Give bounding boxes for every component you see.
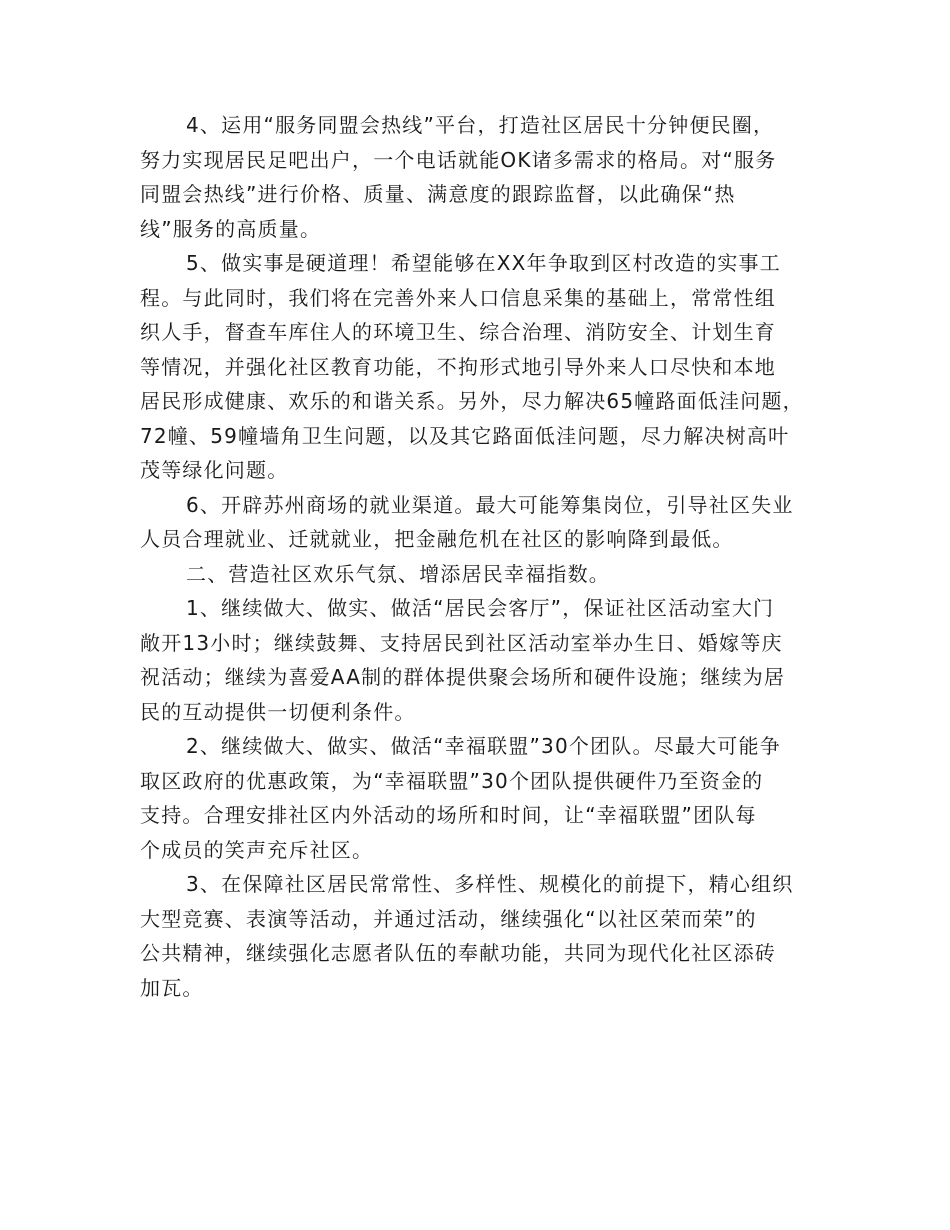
text-line: 4、运用“服务同盟会热线”平台，打造社区居民十分钟便民圈， [186, 113, 775, 137]
text-line: 支持。合理安排社区内外活动的场所和时间，让“幸福联盟”团队每 [140, 803, 757, 827]
text-line: 努力实现居民足吧出户，一个电话就能OK诸多需求的格局。对“服务 [140, 147, 777, 172]
text-line: 祝活动；继续为喜爱AA制的群体提供聚会场所和硬件设施；继续为居 [140, 665, 786, 689]
text-line: 2、继续做大、做实、做活“幸福联盟”30个团队。尽最大可能争 [186, 734, 781, 758]
text-line: 织人手，督查车库住人的环境卫生、综合治理、消防安全、计划生育 [140, 320, 776, 344]
text-line: 居民形成健康、欢乐的和谐关系。另外，尽力解决65幢路面低洼问题， [140, 389, 804, 413]
text-line: 6、开辟苏州商场的就业渠道。最大可能筹集岗位，引导社区失业 [186, 492, 794, 517]
text-line: 取区政府的优惠政策，为“幸福联盟”30个团队提供硬件乃至资金的 [140, 768, 764, 793]
paragraph [140, 246, 830, 488]
text-line: 程。与此同时，我们将在完善外来人口信息采集的基础上，常常性组 [140, 285, 776, 310]
text-line: 二、营造社区欢乐气氛、增添居民幸福指数。 [186, 561, 610, 586]
paragraph [140, 591, 830, 729]
text-line: 个成员的笑声充斥社区。 [140, 837, 374, 862]
document-body [140, 108, 830, 1005]
paragraph [140, 488, 830, 557]
text-line: 同盟会热线”进行价格、质量、满意度的跟踪监督，以此确保“热 [140, 182, 736, 206]
text-line: 等情况，并强化社区教育功能，不拘形式地引导外来人口尽快和本地 [140, 354, 776, 379]
paragraph [140, 557, 830, 592]
text-line: 1、继续做大、做实、做活“居民会客厅”，保证社区活动室大门 [186, 596, 775, 620]
text-line: 茂等绿化问题。 [140, 458, 289, 482]
text-line: 公共精神，继续强化志愿者队伍的奉献功能，共同为现代化社区添砖 [140, 941, 776, 965]
text-line: 民的互动提供一切便利条件。 [140, 699, 416, 724]
text-line: 5、做实事是硬道理！希望能够在XX年争取到区村改造的实事工 [186, 251, 781, 275]
text-line: 加瓦。 [140, 975, 204, 1000]
paragraph [140, 729, 830, 867]
text-line: 3、在保障社区居民常常性、多样性、规模化的前提下，精心组织 [186, 872, 794, 896]
text-line: 敞开13小时；继续鼓舞、支持居民到社区活动室举办生日、婚嫁等庆 [140, 630, 783, 655]
text-line: 大型竞赛、表演等活动，并通过活动，继续强化“以社区荣而荣”的 [140, 906, 757, 931]
paragraph [140, 867, 830, 1005]
paragraph [140, 108, 830, 246]
text-line: 线”服务的高质量。 [140, 216, 322, 241]
text-line: 人员合理就业、迁就就业，把金融危机在社区的影响降到最低。 [140, 527, 734, 551]
text-line: 72幢、59幢墙角卫生问题，以及其它路面低洼问题，尽力解决树高叶 [140, 423, 790, 448]
